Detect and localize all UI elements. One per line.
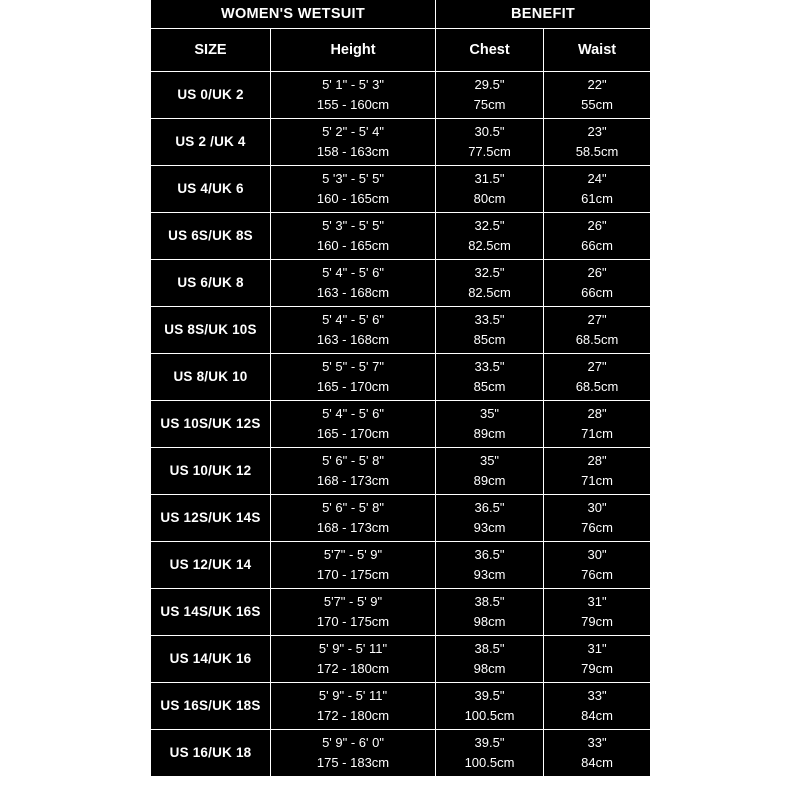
cell-height [271,636,436,683]
cell-size: US 10S/UK 12S [151,401,271,448]
cell-chest [436,683,544,730]
cell-height [271,260,436,307]
table-row [151,166,651,213]
chest-cm: 89cm [473,426,506,441]
waist-inches: 31" [587,593,607,609]
height-cm: 170 - 175cm [316,567,390,582]
cell-chest [436,730,544,777]
cell-size: US 14S/UK 16S [151,589,271,636]
chest-cm: 82.5cm [468,238,511,253]
cell-size: US 12/UK 14 [151,542,271,589]
cell-waist [544,260,651,307]
cell-height [271,72,436,119]
chest-inches: 33.5" [474,358,505,374]
height-cm: 163 - 168cm [316,285,390,300]
height-inches: 5'7" - 5' 9" [323,546,383,562]
cell-chest [436,260,544,307]
waist-cm: 58.5cm [575,144,619,159]
waist-cm: 66cm [581,238,613,253]
table-row [151,401,651,448]
waist-cm: 84cm [581,755,613,770]
height-inches: 5' 6" - 5' 8" [322,499,384,515]
height-cm: 165 - 170cm [316,426,390,441]
cell-waist [544,636,651,683]
table-row [151,542,651,589]
column-header-chest: Chest [436,29,544,72]
waist-cm: 79cm [581,614,613,629]
chest-cm: 85cm [473,332,506,347]
cell-waist [544,683,651,730]
cell-height [271,589,436,636]
chest-cm: 75cm [473,97,506,112]
cell-height [271,354,436,401]
cell-chest [436,354,544,401]
chest-cm: 100.5cm [464,755,515,770]
waist-inches: 27" [587,358,607,374]
column-header-height: Height [271,29,436,72]
cell-height [271,495,436,542]
cell-chest [436,72,544,119]
chest-inches: 32.5" [474,264,505,280]
table-row [151,448,651,495]
chest-cm: 89cm [473,473,506,488]
cell-waist [544,213,651,260]
cell-chest [436,589,544,636]
height-inches: 5' 4" - 5' 6" [322,264,384,280]
cell-waist [544,307,651,354]
waist-inches: 33" [587,687,607,703]
waist-inches: 33" [587,734,607,750]
size-chart-table [150,0,651,777]
chest-cm: 98cm [473,661,506,676]
cell-size: US 8S/UK 10S [151,307,271,354]
cell-height [271,307,436,354]
cell-height [271,542,436,589]
group-header-womens-wetsuit: WOMEN'S WETSUIT [151,0,436,29]
column-header-waist: Waist [544,29,651,72]
chest-inches: 39.5" [474,734,505,750]
height-inches: 5' 9" - 5' 11" [318,640,388,656]
chest-inches: 30.5" [474,123,505,139]
waist-cm: 76cm [581,520,613,535]
table-row [151,589,651,636]
cell-waist [544,495,651,542]
column-header-row [151,29,651,72]
waist-cm: 71cm [581,426,613,441]
cell-height [271,213,436,260]
chest-cm: 82.5cm [468,285,511,300]
cell-chest [436,495,544,542]
cell-chest [436,542,544,589]
chest-inches: 38.5" [474,640,505,656]
waist-cm: 68.5cm [575,332,619,347]
cell-waist [544,166,651,213]
height-inches: 5' 1" - 5' 3" [322,76,384,92]
table-row [151,730,651,777]
column-header-size: SIZE [151,29,271,72]
waist-cm: 66cm [581,285,613,300]
cell-chest [436,119,544,166]
cell-chest [436,401,544,448]
height-inches: 5' 4" - 5' 6" [322,311,384,327]
cell-size: US 0/UK 2 [151,72,271,119]
waist-inches: 24" [587,170,607,186]
height-cm: 168 - 173cm [316,520,390,535]
chest-inches: 36.5" [474,499,505,515]
chest-inches: 32.5" [474,217,505,233]
waist-inches: 22" [587,76,607,92]
chest-inches: 33.5" [474,311,505,327]
chest-cm: 85cm [473,379,506,394]
height-cm: 158 - 163cm [316,144,390,159]
table-row [151,213,651,260]
height-cm: 168 - 173cm [316,473,390,488]
waist-cm: 84cm [581,708,613,723]
cell-size: US 6S/UK 8S [151,213,271,260]
cell-chest [436,448,544,495]
height-cm: 172 - 180cm [316,708,390,723]
height-inches: 5' 2" - 5' 4" [322,123,384,139]
cell-height [271,683,436,730]
height-inches: 5 '3" - 5' 5" [322,170,384,186]
group-header-benefit: BENEFIT [436,0,651,29]
cell-height [271,401,436,448]
height-cm: 155 - 160cm [316,97,390,112]
height-inches: 5' 4" - 5' 6" [322,405,384,421]
table-row [151,307,651,354]
chest-inches: 35" [479,405,500,421]
cell-waist [544,730,651,777]
chest-inches: 36.5" [474,546,505,562]
cell-size: US 14/UK 16 [151,636,271,683]
chest-cm: 77.5cm [468,144,511,159]
table-row [151,495,651,542]
height-cm: 170 - 175cm [316,614,390,629]
cell-size: US 6/UK 8 [151,260,271,307]
height-inches: 5' 3" - 5' 5" [322,217,384,233]
table-row [151,683,651,730]
chest-cm: 100.5cm [464,708,515,723]
waist-inches: 23" [587,123,607,139]
chest-inches: 38.5" [474,593,505,609]
cell-waist [544,119,651,166]
waist-cm: 68.5cm [575,379,619,394]
cell-waist [544,542,651,589]
table-row [151,72,651,119]
waist-cm: 55cm [581,97,613,112]
height-inches: 5' 9" - 6' 0" [322,734,384,750]
chest-cm: 93cm [473,567,506,582]
cell-waist [544,72,651,119]
waist-cm: 76cm [581,567,613,582]
height-cm: 163 - 168cm [316,332,390,347]
table-row [151,119,651,166]
cell-size: US 16S/UK 18S [151,683,271,730]
cell-size: US 10/UK 12 [151,448,271,495]
height-cm: 160 - 165cm [316,238,390,253]
cell-waist [544,448,651,495]
height-inches: 5' 9" - 5' 11" [318,687,388,703]
waist-inches: 31" [587,640,607,656]
cell-waist [544,401,651,448]
waist-inches: 28" [587,405,607,421]
group-header-row [151,0,651,29]
cell-size: US 12S/UK 14S [151,495,271,542]
cell-chest [436,307,544,354]
chest-inches: 39.5" [474,687,505,703]
cell-size: US 8/UK 10 [151,354,271,401]
height-inches: 5' 6" - 5' 8" [322,452,384,468]
cell-chest [436,213,544,260]
cell-height [271,119,436,166]
cell-size: US 2 /UK 4 [151,119,271,166]
cell-chest [436,166,544,213]
cell-height [271,730,436,777]
height-inches: 5' 5" - 5' 7" [322,358,384,374]
cell-waist [544,589,651,636]
height-cm: 175 - 183cm [316,755,390,770]
waist-inches: 30" [587,546,607,562]
waist-inches: 26" [587,217,607,233]
cell-size: US 4/UK 6 [151,166,271,213]
table-row [151,636,651,683]
waist-cm: 71cm [581,473,613,488]
waist-cm: 61cm [581,191,613,206]
height-cm: 172 - 180cm [316,661,390,676]
height-cm: 165 - 170cm [316,379,390,394]
chest-cm: 93cm [473,520,506,535]
waist-inches: 27" [587,311,607,327]
waist-cm: 79cm [581,661,613,676]
chest-inches: 35" [479,452,500,468]
chest-cm: 80cm [473,191,506,206]
waist-inches: 26" [587,264,607,280]
cell-waist [544,354,651,401]
height-inches: 5'7" - 5' 9" [323,593,383,609]
chest-cm: 98cm [473,614,506,629]
chest-inches: 31.5" [474,170,505,186]
cell-height [271,166,436,213]
chest-inches: 29.5" [474,76,505,92]
height-cm: 160 - 165cm [316,191,390,206]
table-row [151,260,651,307]
waist-inches: 28" [587,452,607,468]
cell-chest [436,636,544,683]
waist-inches: 30" [587,499,607,515]
table-row [151,354,651,401]
cell-size: US 16/UK 18 [151,730,271,777]
cell-height [271,448,436,495]
size-chart-panel [150,0,650,777]
